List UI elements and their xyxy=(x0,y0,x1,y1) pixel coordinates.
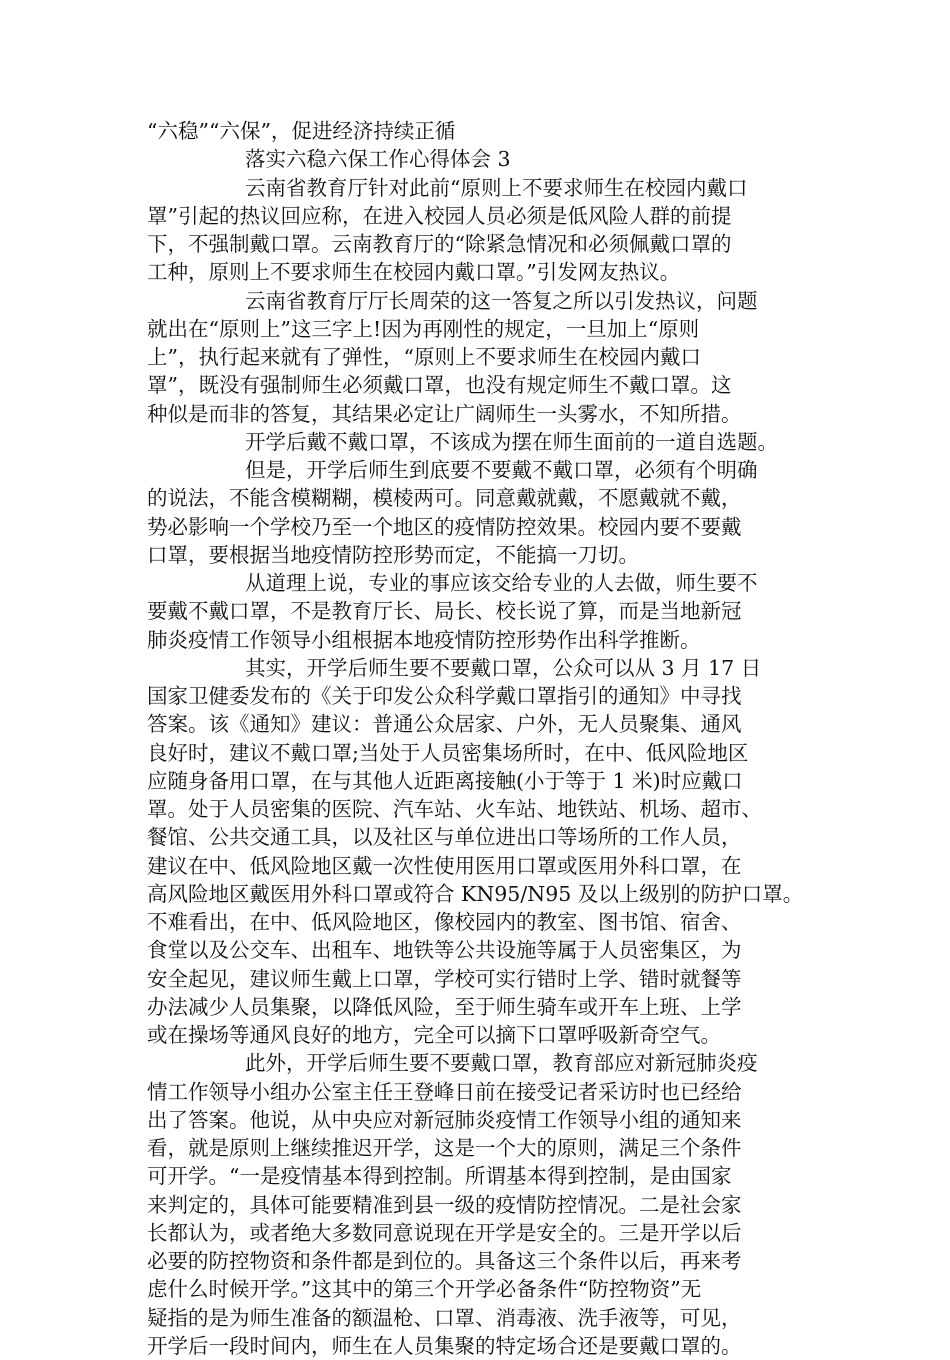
text-line: 餐馆、公共交通工具，以及社区与单位进出口等场所的工作人员， xyxy=(147,825,742,850)
text-line: 安全起见，建议师生戴上口罩，学校可实行错时上学、错时就餐等 xyxy=(147,966,742,991)
text-line: 就出在“原则上”这三字上!因为再刚性的规定，一旦加上“原则 xyxy=(147,316,700,341)
text-line: 口罩，要根据当地疫情防控形势而定，不能搞一刀切。 xyxy=(147,542,639,567)
text-line: 情工作领导小组办公室主任王登峰日前在接受记者采访时也已经给 xyxy=(147,1079,742,1104)
text-line: 食堂以及公交车、出租车、地铁等公共设施等属于人员密集区，为 xyxy=(147,938,742,963)
text-line: 办法减少人员集聚，以降低风险，至于师生骑车或开车上班、上学 xyxy=(147,994,742,1019)
text-line: 来判定的，具体可能要精准到县一级的疫情防控情况。二是社会家 xyxy=(147,1192,742,1217)
text-line: 下，不强制戴口罩。云南教育厅的“除紧急情况和必须佩戴口罩的 xyxy=(147,232,732,256)
text-line: 不难看出，在中、低风险地区，像校园内的教室、图书馆、宿舍、 xyxy=(147,910,742,934)
text-line: 或在操场等通风良好的地方，完全可以摘下口罩呼吸新奇空气。 xyxy=(147,1023,721,1047)
text-line: 国家卫健委发布的《关于印发公众科学戴口罩指引的通知》中寻找 xyxy=(147,684,742,708)
text-line: 此外，开学后师生要不要戴口罩，教育部应对新冠肺炎疫 xyxy=(245,1051,758,1076)
text-line: 但是，开学后师生到底要不要戴不戴口罩，必须有个明确 xyxy=(245,458,758,482)
text-line: 开学后戴不戴口罩，不该成为摆在师生面前的一道自选题。 xyxy=(245,429,778,454)
text-line: “六稳”“六保”，促进经济持续正循 xyxy=(147,119,456,143)
text-line: 高风险地区戴医用外科口罩或符合 KN95/N95 及以上级别的防护口罩。 xyxy=(147,881,804,906)
text-line: 疑指的是为师生准备的额温枪、口罩、消毒液、洗手液等，可见， xyxy=(147,1305,742,1330)
text-line: 虑什么时候开学。”这其中的第三个开学必备条件“防控物资”无 xyxy=(147,1277,702,1302)
text-line: 可开学。“一是疫情基本得到控制。所谓基本得到控制，是由国家 xyxy=(147,1164,732,1189)
text-line: 应随身备用口罩，在与其他人近距离接触(小于等于 1 米)时应戴口 xyxy=(147,768,743,793)
text-line: 落实六稳六保工作心得体会 3 xyxy=(245,147,511,172)
text-line: 出了答案。他说，从中央应对新冠肺炎疫情工作领导小组的通知来 xyxy=(147,1107,742,1132)
text-line: 工种，原则上不要求师生在校园内戴口罩。”引发网友热议。 xyxy=(147,260,681,285)
text-line: 从道理上说，专业的事应该交给专业的人去做，师生要不 xyxy=(245,571,758,595)
text-line: 其实，开学后师生要不要戴口罩，公众可以从 3 月 17 日 xyxy=(245,655,762,680)
text-line: 看，就是原则上继续推迟开学，这是一个大的原则，满足三个条件 xyxy=(147,1136,742,1160)
text-line: 云南省教育厅针对此前“原则上不要求师生在校园内戴口 xyxy=(245,175,748,200)
text-line: 答案。该《通知》建议：普通公众居家、户外，无人员聚集、通风 xyxy=(147,712,742,737)
text-line: 的说法，不能含模糊糊，模棱两可。同意戴就戴，不愿戴就不戴， xyxy=(147,486,742,511)
text-line: 罩”引起的热议回应称，在进入校园人员必须是低风险人群的前提 xyxy=(147,203,732,228)
text-line: 要戴不戴口罩，不是教育厅长、局长、校长说了算，而是当地新冠 xyxy=(147,599,742,624)
text-line: 种似是而非的答复，其结果必定让广阔师生一头雾水，不知所措。 xyxy=(147,401,742,426)
document-body xyxy=(147,117,819,1360)
text-line: 肺炎疫情工作领导小组根据本地疫情防控形势作出科学推断。 xyxy=(147,627,701,652)
text-line: 开学后一段时间内，师生在人员集聚的特定场合还是要戴口罩的。 xyxy=(147,1333,742,1358)
text-line: 必要的防控物资和条件都是到位的。具备这三个条件以后，再来考 xyxy=(147,1249,742,1273)
text-line: 建议在中、低风险地区戴一次性使用医用口罩或医用外科口罩，在 xyxy=(147,853,742,878)
text-line: 长都认为，或者绝大多数同意说现在开学是安全的。三是开学以后 xyxy=(147,1220,742,1245)
text-line: 上”，执行起来就有了弹性，“原则上不要求师生在校园内戴口 xyxy=(147,345,701,369)
text-line: 罩”，既没有强制师生必须戴口罩，也没有规定师生不戴口罩。这 xyxy=(147,373,732,398)
text-line: 势必影响一个学校乃至一个地区的疫情防控效果。校园内要不要戴 xyxy=(147,514,742,539)
text-line: 罩。处于人员密集的医院、汽车站、火车站、地铁站、机场、超市、 xyxy=(147,797,762,821)
text-line: 云南省教育厅厅长周荣的这一答复之所以引发热议，问题 xyxy=(245,288,758,313)
text-line: 良好时，建议不戴口罩;当处于人员密集场所时，在中、低风险地区 xyxy=(147,740,749,765)
